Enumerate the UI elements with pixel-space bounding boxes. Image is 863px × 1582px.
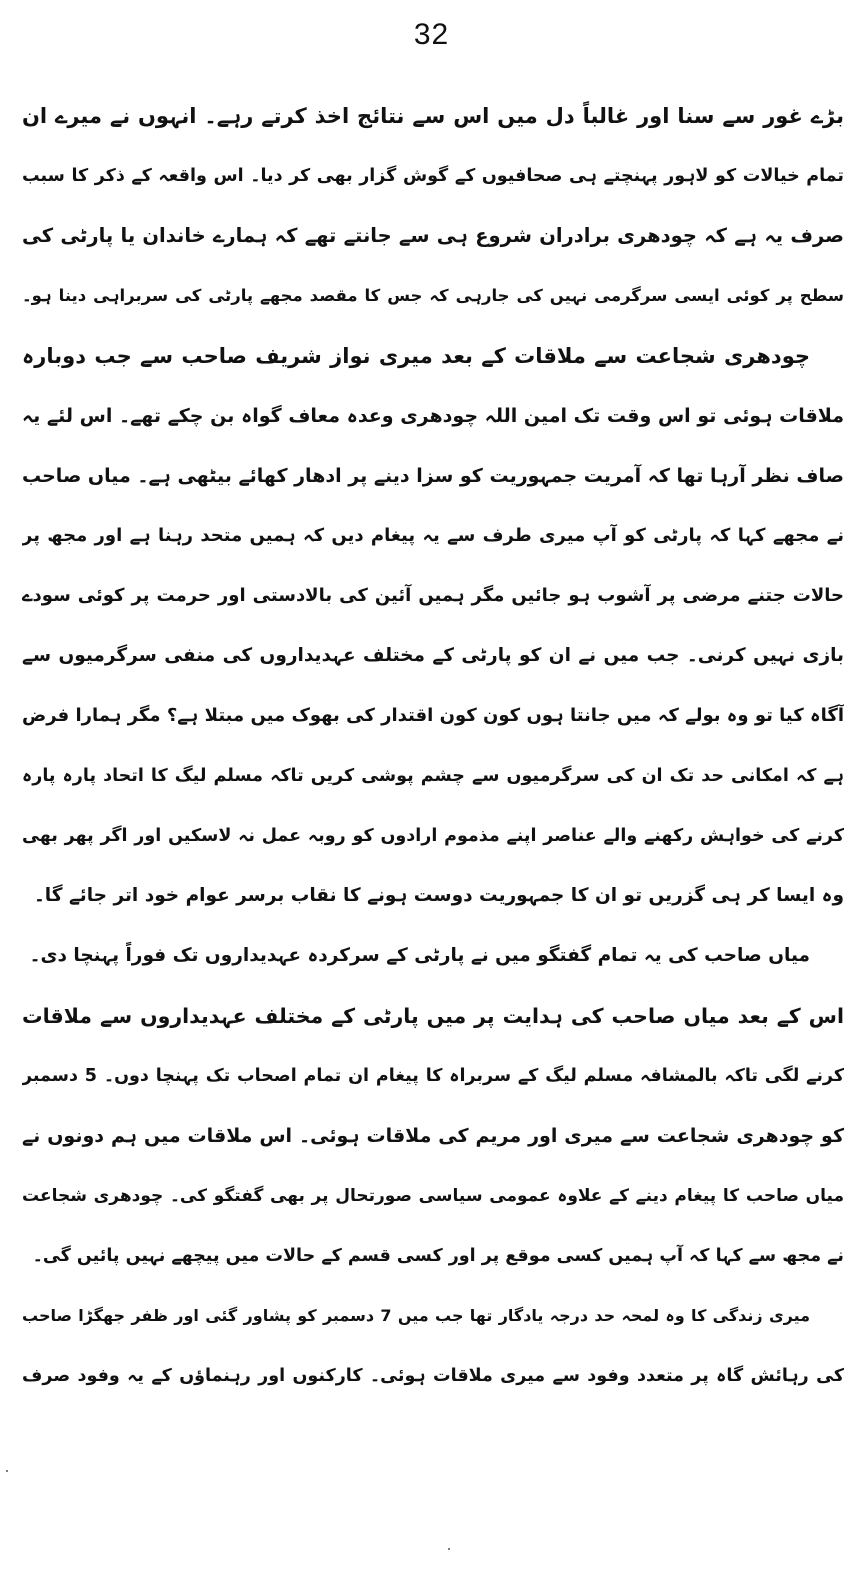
text-line: اس کے بعد میاں صاحب کی ہدایت پر میں پارٹی کے مختلف عہدیداروں سے ملاقات [22,1004,844,1028]
text-line: بڑے غور سے سنا اور غالباً دل میں اس سے نتائج اخذ کرتے رہے۔ انہوں نے میرے ان [22,104,844,128]
text-line: کرنے لگی تاکہ بالمشافہ مسلم لیگ کے سربراہ کا پیغام ان تمام اصحاب تک پہنچا دوں۔ 5 دسمبر [22,1066,844,1086]
text-line: میاں صاحب کا پیغام دینے کے علاوہ عمومی سیاسی صورتحال پر بھی گفتگو کی۔ چودھری شجاعت [22,1186,844,1206]
text-line: بازی نہیں کرنی۔ جب میں نے ان کو پارٹی کے مختلف عہدیداروں کی منفی سرگرمیوں سے [22,645,844,666]
text-line: چودھری شجاعت سے ملاقات کے بعد میری نواز شریف صاحب سے جب دوبارہ [22,344,810,368]
text-line: کو چودھری شجاعت سے میری اور مریم کی ملاقات ہوئی۔ اس ملاقات میں ہم دونوں نے [22,1125,844,1147]
text-line: میری زندگی کا وہ لمحہ حد درجہ یادگار تھا جب میں 7 دسمبر کو پشاور گئی اور ظفر جھگڑا صاحب [22,1306,811,1325]
scan-speck [6,1470,8,1472]
text-line: صرف یہ ہے کہ چودھری برادران شروع ہی سے جانتے تھے کہ ہمارے خاندان یا پارٹی کی [22,224,844,247]
text-line: سطح پر کوئی ایسی سرگرمی نہیں کی جارہی کہ جس کا مقصد مجھے پارٹی کی سربراہی دینا ہو۔ [22,286,844,305]
text-line: تمام خیالات کو لاہور پہنچتے ہی صحافیوں کے گوش گزار بھی کر دیا۔ اس واقعہ کے ذکر کا سبب [22,166,844,186]
body-text [22,86,844,1406]
text-line: کی رہائش گاہ پر متعدد وفود سے میری ملاقات ہوئی۔ کارکنوں اور رہنماؤں کے یہ وفود صرف [22,1366,844,1386]
scan-speck [448,1548,450,1550]
text-line: آگاہ کیا تو وہ بولے کہ میں جانتا ہوں کون کون اقتدار کی بھوک میں مبتلا ہے؟ مگر ہمارا فرض [22,705,844,726]
text-line: نے مجھ سے کہا کہ آپ ہمیں کسی موقع پر اور کسی قسم کے حالات میں پیچھے نہیں پائیں گی۔ [32,1246,844,1266]
text-line: میاں صاحب کی یہ تمام گفتگو میں نے پارٹی کے سرکردہ عہدیداروں تک فوراً پہنچا دی۔ [29,945,810,966]
text-line: ملاقات ہوئی تو اس وقت تک امین اللہ چودھری وعدہ معاف گواہ بن چکے تھے۔ اس لئے یہ [22,405,844,427]
text-line: حالات جتنے مرضی پر آشوب ہو جائیں مگر ہمیں آئین کی بالادستی اور حرمت پر کوئی سودے [22,585,844,606]
text-line: وہ ایسا کر ہی گزریں تو ان کا جمہوریت دوست ہونے کا نقاب برسر عوام خود اتر جائے گا۔ [33,885,844,906]
text-line: نے مجھے کہا کہ پارٹی کو آپ میری طرف سے یہ پیغام دیں کہ ہمیں متحد رہنا ہے اور مجھ پر [22,525,844,546]
page-number: 32 [413,18,450,51]
text-line: کرنے کی خواہش رکھنے والے عناصر اپنے مذموم ارادوں کو روبہ عمل نہ لاسکیں اور اگر پھر بھی [22,826,844,846]
text-line: صاف نظر آرہا تھا کہ آمریت جمہوریت کو سزا دینے پر ادھار کھائے بیٹھی ہے۔ میاں صاحب [22,465,844,487]
text-line: ہے کہ امکانی حد تک ان کی سرگرمیوں سے چشم پوشی کریں تاکہ مسلم لیگ کا اتحاد پارہ پارہ [22,766,844,786]
